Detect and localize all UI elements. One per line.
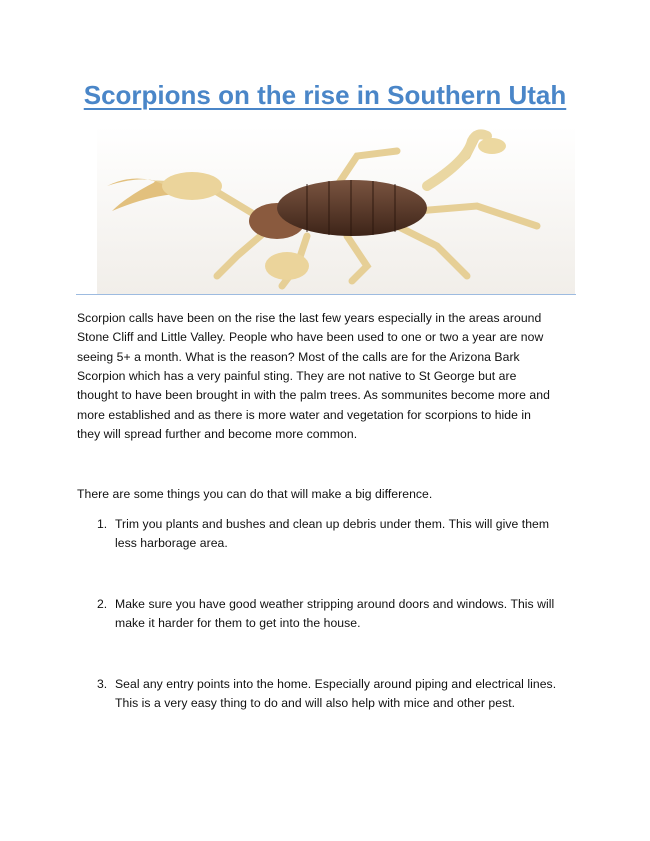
list-item-line: This is a very easy thing to do and will also help with mice and other pest.	[115, 696, 516, 710]
list-item-line: make it harder for them to get into the house.	[115, 616, 361, 630]
list-item-line: Seal any entry points into the home. Especially around piping and electrical lines.	[115, 677, 557, 691]
list-item-line: Make sure you have good weather stripping around doors and windows. This will	[115, 597, 555, 611]
intro-line: Scorpion calls have been on the rise the last few years especially in the areas around	[77, 311, 542, 325]
list-number: 2.	[97, 597, 108, 611]
page-title: Scorpions on the rise in Southern Utah	[83, 80, 567, 110]
intro-line: Scorpion which has a very painful sting. They are not native to St George but are	[77, 369, 517, 383]
list-number: 1.	[97, 517, 108, 531]
lead-in-text: There are some things you can do that will make a big difference.	[77, 487, 433, 501]
list-item-line: Trim you plants and bushes and clean up debris under them. This will give them	[115, 517, 550, 531]
intro-line: Stone Cliff and Little Valley. People who have been used to one or two a year are now	[77, 330, 544, 344]
section-divider	[76, 294, 576, 295]
list-item-line: less harborage area.	[115, 536, 228, 550]
scorpion-photo	[97, 126, 575, 294]
intro-line: seeing 5+ a month. What is the reason? Most of the calls are for the Arizona Bark	[77, 350, 520, 364]
list-number: 3.	[97, 677, 108, 691]
intro-line: they will spread further and become more common.	[77, 427, 358, 441]
intro-line: thought to have been brought in with the palm trees. As sommunites become more and	[77, 388, 550, 402]
intro-line: more established and as there is more water and vegetation for scorpions to hide in	[77, 408, 531, 422]
